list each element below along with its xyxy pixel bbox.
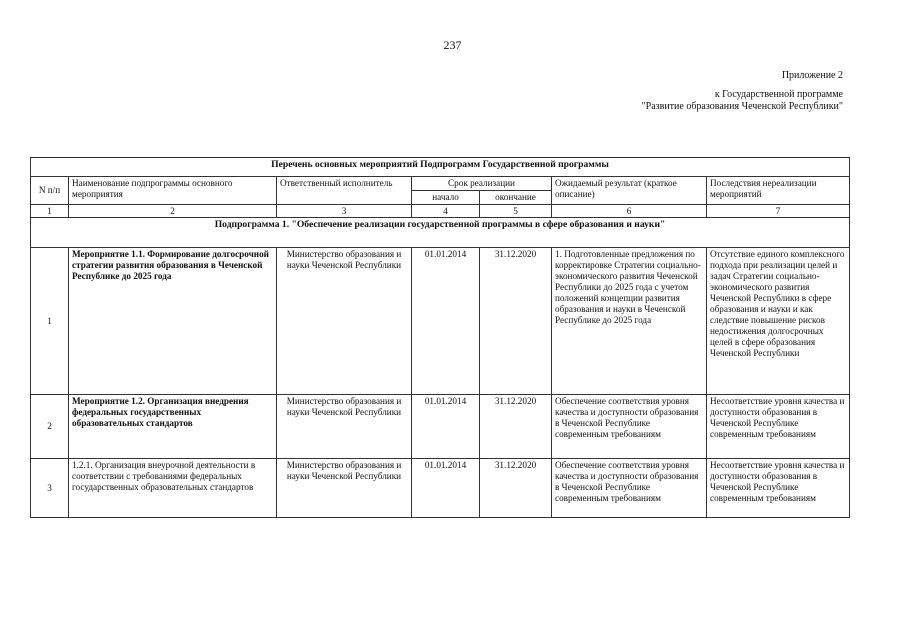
subprogram-row	[31, 218, 850, 248]
table-row	[31, 459, 850, 518]
row-consequences: Отсутствие единого комплексного подхода при реализации целей и задач Стратегии социально-экономического развития Чеченской Республики в сфере образования и науки и как следствие повышение рисков недостижения долгосрочных целей в сфере образования Чеченской Республики	[707, 248, 850, 395]
row-executor: Министерство образования и науки Чеченской Республики	[277, 248, 412, 395]
header-executor: Ответственный исполнитель	[277, 177, 412, 205]
table-header-row	[31, 177, 850, 191]
annex-reference-line: к Государственной программе	[714, 89, 843, 100]
column-number: 2	[69, 205, 277, 218]
column-number-row	[31, 205, 850, 218]
header-start: начало	[412, 191, 480, 205]
column-number: 3	[277, 205, 412, 218]
row-name: Мероприятие 1.1. Формирование долгосрочной стратегии развития образования в Чеченской Республике до 2025 года	[69, 248, 277, 395]
header-result: Ожидаемый результат (краткое описание)	[552, 177, 707, 205]
header-period: Срок реализации	[412, 177, 552, 191]
row-name: Мероприятие 1.2. Организация внедрения федеральных государственных образовательных стандартов	[69, 395, 277, 459]
row-num: 1	[31, 248, 69, 395]
row-start: 01.01.2014	[412, 248, 480, 395]
row-end: 31.12.2020	[480, 459, 552, 518]
row-consequences: Несоответствие уровня качества и доступности образования в Чеченской Республике современным требованиям	[707, 395, 850, 459]
row-end: 31.12.2020	[480, 395, 552, 459]
column-number: 1	[31, 205, 69, 218]
column-number: 7	[707, 205, 850, 218]
column-number: 4	[412, 205, 480, 218]
row-executor: Министерство образования и науки Чеченской Республики	[277, 395, 412, 459]
table-title: Перечень основных мероприятий Подпрограмм Государственной программы	[31, 158, 850, 177]
annex-program-name: "Развитие образования Чеченской Республики"	[641, 101, 843, 112]
header-name: Наименование подпрограммы основного мероприятия	[69, 177, 277, 205]
header-end: окончание	[480, 191, 552, 205]
table-row	[31, 248, 850, 395]
activities-table	[30, 157, 850, 518]
table-title-row	[31, 158, 850, 177]
table-row	[31, 395, 850, 459]
page-number: 237	[443, 38, 462, 52]
row-result: Обеспечение соответствия уровня качества и доступности образования в Чеченской Республике современным требованиям	[552, 459, 707, 518]
row-num: 2	[31, 395, 69, 459]
row-name: 1.2.1. Организация внеурочной деятельности в соответствии с требованиями федеральных государственных образовательных стандартов	[69, 459, 277, 518]
subprogram-title: Подпрограмма 1. "Обеспечение реализации государственной программы в сфере образования и науки"	[31, 218, 850, 248]
row-executor: Министерство образования и науки Чеченской Республики	[277, 459, 412, 518]
column-number: 5	[480, 205, 552, 218]
header-consequences: Последствия нереализации мероприятий	[707, 177, 850, 205]
row-start: 01.01.2014	[412, 459, 480, 518]
row-result: 1. Подготовленные предложения по корректировке Стратегии социально-экономического развития Чеченской Республики до 2025 года с учетом положений концепции развития образования и науки в Чеченской Республике до 2025 года	[552, 248, 707, 395]
annex-label: Приложение 2	[781, 70, 843, 81]
column-number: 6	[552, 205, 707, 218]
row-num: 3	[31, 459, 69, 518]
header-num: N п/п	[31, 177, 69, 205]
row-start: 01.01.2014	[412, 395, 480, 459]
row-result: Обеспечение соответствия уровня качества и доступности образования в Чеченской Республике современным требованиям	[552, 395, 707, 459]
annex-reference	[642, 89, 843, 113]
row-consequences: Несоответствие уровня качества и доступности образования в Чеченской Республике современным требованиям	[707, 459, 850, 518]
row-end: 31.12.2020	[480, 248, 552, 395]
